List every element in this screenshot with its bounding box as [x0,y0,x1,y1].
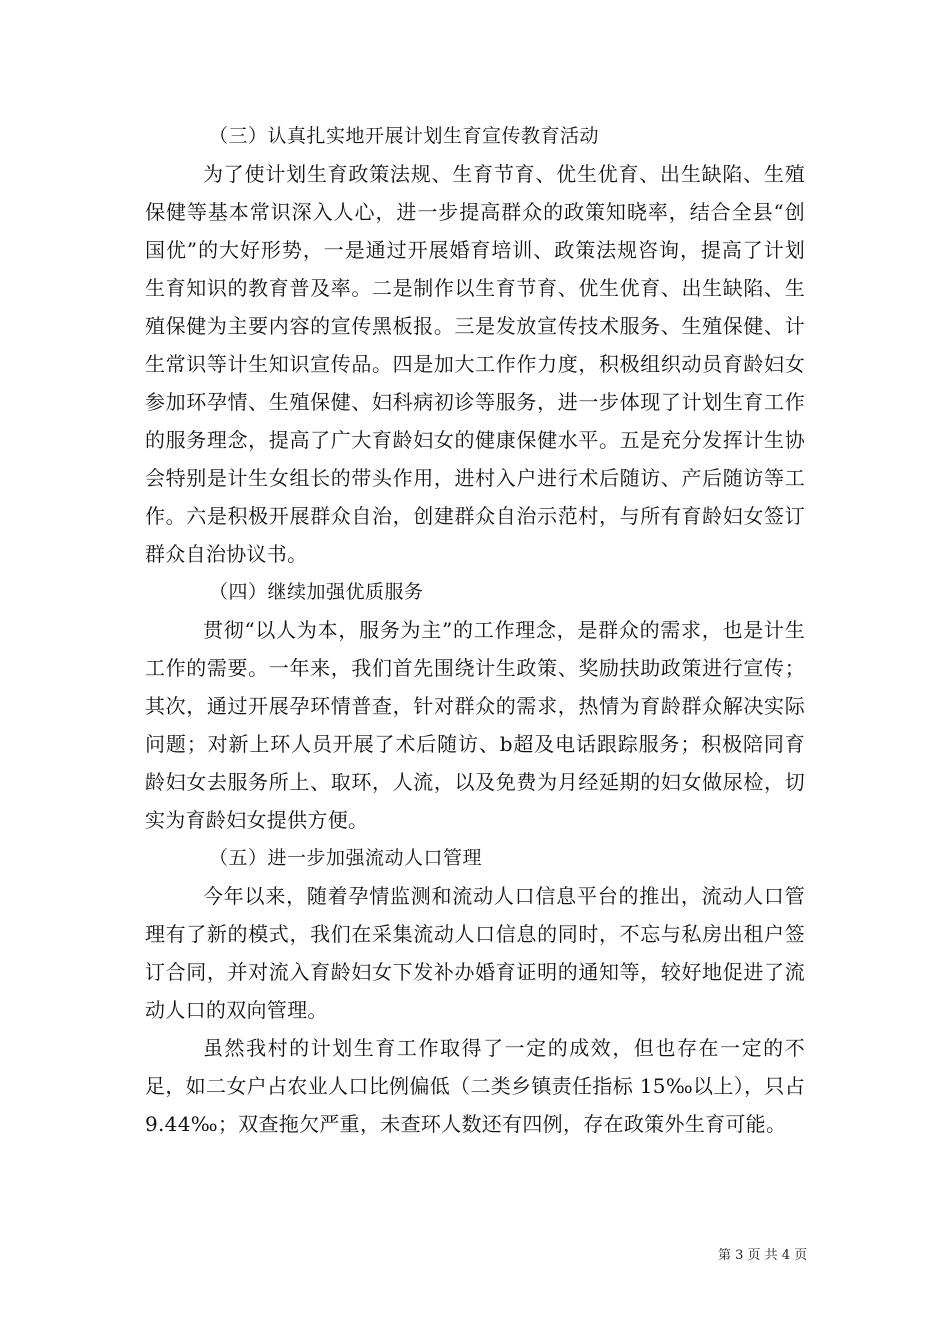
conclusion-paragraph: 虽然我村的计划生育工作取得了一定的成效，但也存在一定的不足，如二女户占农业人口比例偏低（二类乡镇责任指标 15‰以上），只占9.44‰；双查拖欠严重，未查环人数还有四例，存在政策外生育可能。 [145,1036,805,1136]
section-3-paragraph: 为了使计划生育政策法规、生育节育、优生优育、出生缺陷、生殖保健等基本常识深入人心，进一步提高群众的政策知晓率，结合全县“创国优”的大好形势，一是通过开展婚育培训、政策法规咨询，提高了计划生育知识的教育普及率。二是制作以生育节育、优生优育、出生缺陷、生殖保健为主要内容的宣传黑板报。三是发放宣传技术服务、生殖保健、计生常识等计生知识宣传品。四是加大工作作力度，积极组织动员育龄妇女参加环孕情、生殖保健、妇科病初诊等服务，进一步体现了计划生育工作的服务理念，提高了广大育龄妇女的健康保健水平。五是充分发挥计生协会特别是计生女组长的带头作用，进村入户进行术后随访、产后随访等工作。六是积极开展群众自治，创建群众自治示范村，与所有育龄妇女签订群众自治协议书。 [145,162,805,566]
page-number: 第 3 页 共 4 页 [718,1248,808,1263]
section-5-heading: （五）进一步加强流动人口管理 [209,847,483,869]
section-4-heading: （四）继续加强优质服务 [209,581,424,603]
section-3-heading: （三）认真扎实地开展计划生育宣传教育活动 [209,125,600,147]
section-5-paragraph: 今年以来，随着孕情监测和流动人口信息平台的推出，流动人口管理有了新的模式，我们在采集流动人口信息的同时，不忘与私房出租户签订合同，并对流入育龄妇女下发补办婚育证明的通知等，较好地促进了流动人口的双向管理。 [145,884,805,1022]
document-body [145,117,805,1143]
section-4-paragraph: 贯彻“以人为本，服务为主”的工作理念，是群众的需求，也是计生工作的需要。一年来，我们首先围绕计生政策、奖励扶助政策进行宣传；其次，通过开展孕环情普查，针对群众的需求，热情为育龄群众解决实际问题；对新上环人员开展了术后随访、b超及电话跟踪服务；积极陪同育龄妇女去服务所上、取环，人流，以及免费为月经延期的妇女做尿检，切实为育龄妇女提供方便。 [145,618,805,832]
